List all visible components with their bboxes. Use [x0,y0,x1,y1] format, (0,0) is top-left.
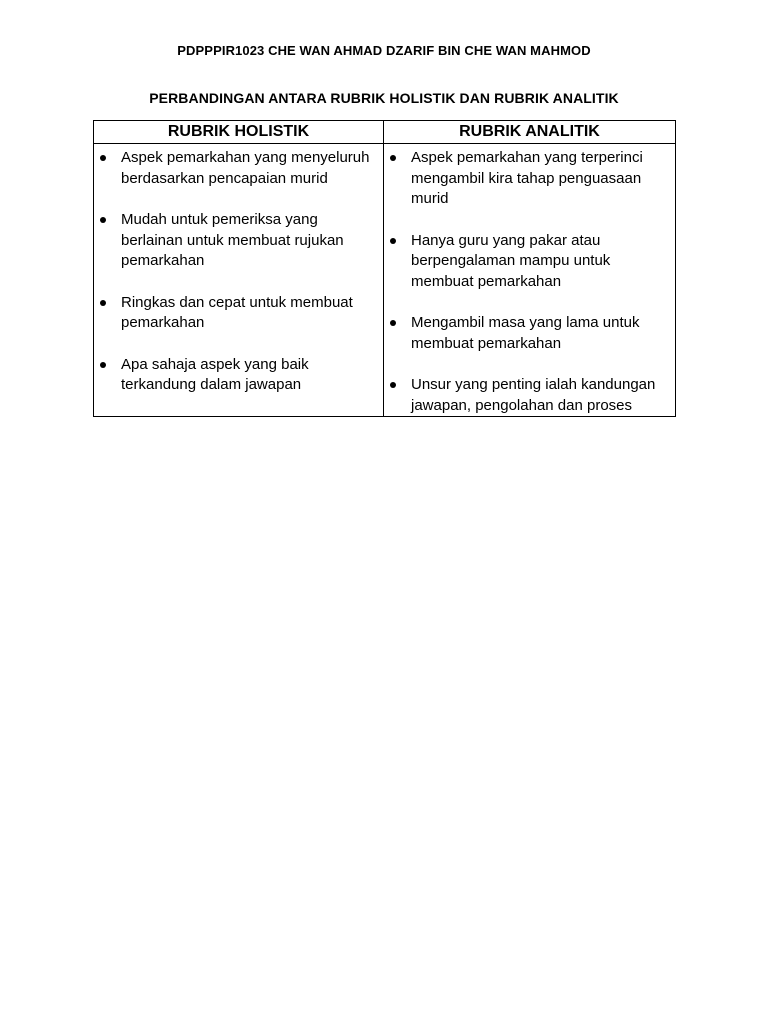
list-item [98,148,379,189]
analitik-cell [384,144,676,417]
bullet-icon [390,382,396,388]
author-header: PDPPPIR1023 CHE WAN AHMAD DZARIF BIN CHE WAN MAHMOD [177,43,591,58]
bullet-icon [390,155,396,161]
bullet-icon [100,300,106,306]
bullet-icon [390,320,396,326]
list-item-text: Ringkas dan cepat untuk membuat pemarkahan [121,293,353,331]
list-item [98,355,379,396]
table-row [94,144,676,417]
comparison-table [93,120,676,417]
column-header-analitik: RUBRIK ANALITIK [384,121,676,144]
list-item-text: Mudah untuk pemeriksa yang berlainan untuk membuat rujukan pemarkahan [121,211,344,269]
bullet-icon [390,238,396,244]
holistik-list [98,148,379,396]
analitik-list [388,148,671,416]
bullet-icon [100,362,106,368]
list-item [388,375,671,416]
list-item [98,210,379,272]
column-header-holistik: RUBRIK HOLISTIK [94,121,384,144]
list-item [388,148,671,210]
list-item [98,293,379,334]
bullet-icon [100,217,106,223]
list-item-text: Aspek pemarkahan yang menyeluruh berdasarkan pencapaian murid [121,149,370,187]
list-item-text: Hanya guru yang pakar atau berpengalaman mampu untuk membuat pemarkahan [411,231,611,290]
bullet-icon [100,155,106,161]
list-item-text: Unsur yang penting ialah kandungan jawapan, pengolahan dan proses [411,376,656,414]
list-item-text: Aspek pemarkahan yang terperinci mengambil kira tahap penguasaan murid [411,149,643,207]
list-item [388,231,671,293]
table-header-row [94,121,676,144]
list-item-text: Mengambil masa yang lama untuk membuat pemarkahan [411,314,640,352]
list-item [388,313,671,354]
list-item-text: Apa sahaja aspek yang baik terkandung dalam jawapan [121,355,309,393]
holistik-cell [94,144,384,417]
document-title: PERBANDINGAN ANTARA RUBRIK HOLISTIK DAN RUBRIK ANALITIK [149,90,619,106]
